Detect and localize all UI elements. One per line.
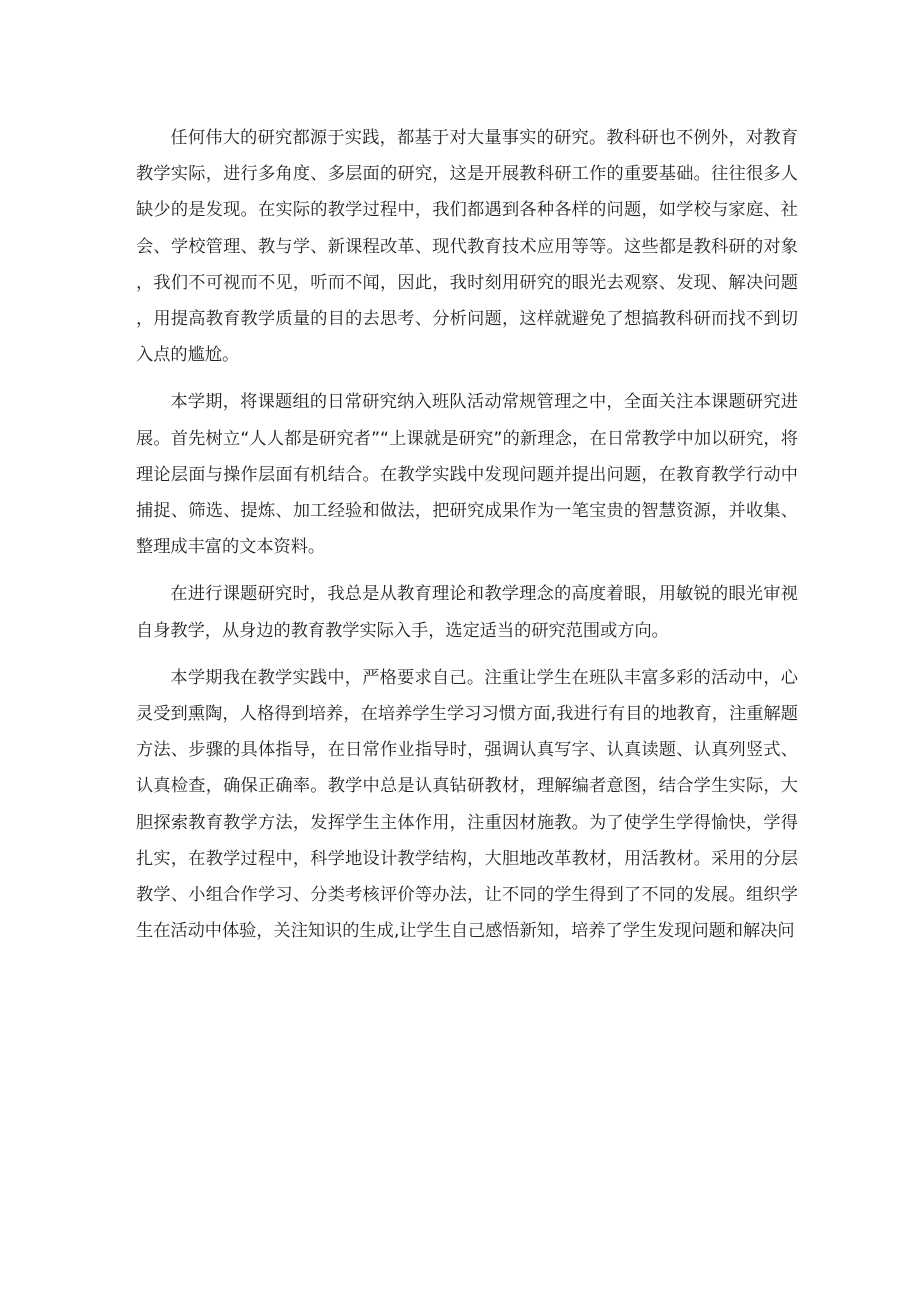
paragraph-1: 任何伟大的研究都源于实践，都基于对大量事实的研究。教科研也不例外，对教育教学实际，进行多角度、多层面的研究，这是开展教科研工作的重要基础。往往很多人缺少的是发现。在实际的教学过程中，我们都遇到各种各样的问题，如学校与家庭、社会、学校管理、教与学、新课程改革、现代教育技术应用等等。这些都是教科研的对象，我们不可视而不见，听而不闻，因此，我时刻用研究的眼光去观察、发现、解决问题，用提高教育教学质量的目的去思考、分析问题，这样就避免了想搞教科研而找不到切入点的尴尬。 [136,128,798,366]
paragraph-3: 在进行课题研究时，我总是从教育理论和教学理念的高度着眼，用敏锐的眼光审视自身教学，从身边的教育教学实际入手，选定适当的研究范围或方向。 [136,584,798,641]
document-body [136,120,798,960]
paragraph-4: 本学期我在教学实践中，严格要求自己。注重让学生在班队丰富多彩的活动中，心灵受到熏陶，人格得到培养，在培养学生学习习惯方面,我进行有目的地教育，注重解题方法、步骤的具体指导，在日常作业指导时，强调认真写字、认真读题、认真列竖式、认真检查，确保正确率。教学中总是认真钻研教材，理解编者意图，结合学生实际，大胆探索教育教学方法，发挥学生主体作用，注重因材施教。为了使学生学得愉快，学得扎实，在教学过程中，科学地设计教学结构，大胆地改革教材，用活教材。采用的分层教学、小组合作学习、分类考核评价等办法，让不同的学生得到了不同的发展。组织学生在活动中体验，关注知识的生成,让学生自己感悟新知，培养了学生发现问题和解决问 [136,667,798,942]
paragraph-2: 本学期，将课题组的日常研究纳入班队活动常规管理之中，全面关注本课题研究进展。首先树立“人人都是研究者”“上课就是研究”的新理念，在日常教学中加以研究，将理论层面与操作层面有机结合。在教学实践中发现问题并提出问题，在教育教学行动中捕捉、筛选、提炼、加工经验和做法，把研究成果作为一笔宝贵的智慧资源，并收集、整理成丰富的文本资料。 [136,392,798,558]
